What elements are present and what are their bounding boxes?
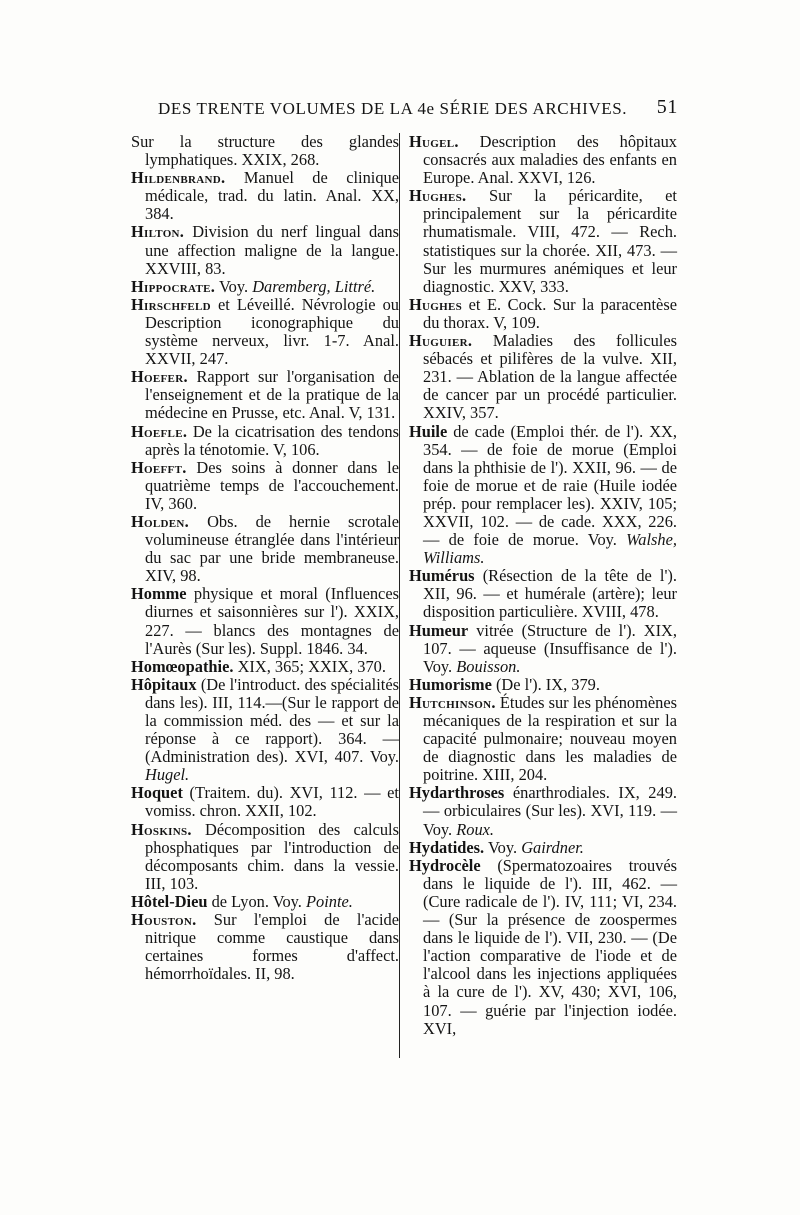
entry-text: Sur la structure des glandes lymphatiques. XXIX, 268.	[131, 132, 399, 170]
index-entry	[409, 694, 677, 784]
entry-text: (Traitem. du). XVI, 112. — et vomiss. chron. XXII, 102.	[145, 783, 399, 821]
index-entry	[409, 784, 677, 838]
running-head	[158, 96, 678, 125]
entry-headword: Hugel.	[409, 132, 459, 151]
entry-text: et E. Cock. Sur la paracentèse du thorax. V, 109.	[423, 294, 677, 332]
index-entry	[131, 821, 399, 893]
entry-text: de Lyon. Voy.	[211, 891, 306, 911]
page-number: 51	[656, 96, 678, 118]
entry-crossref: Pointe.	[306, 891, 353, 911]
index-entry	[131, 423, 399, 459]
entry-crossref: Bouisson.	[456, 656, 521, 676]
entry-text: Rapport sur l'organisation de l'enseignement et de la pratique de la médecine en Prusse, etc. Anal. V, 131.	[145, 367, 399, 423]
entry-text: (De l'). IX, 379.	[495, 674, 600, 694]
entry-headword: Hutchinson.	[409, 692, 496, 712]
entry-headword: Humorisme	[409, 674, 492, 694]
entry-crossref: Walshe, Williams.	[423, 530, 677, 568]
entry-headword: Hippocrate.	[131, 276, 216, 296]
entry-headword: Hirschfeld	[131, 294, 211, 314]
entry-headword: Hughes.	[409, 186, 467, 206]
index-entry	[131, 893, 399, 911]
entry-headword: Huile	[409, 421, 448, 441]
entry-headword: Hoskins.	[131, 819, 192, 839]
entry-text: Décomposition des calculs phosphatiques par l'introduction de décomposants chim. dans la vessie. III, 103.	[145, 819, 399, 893]
entry-headword: Hoefer.	[131, 367, 188, 387]
index-entry	[131, 784, 399, 820]
index-entry	[409, 622, 677, 676]
entry-text: Voy.	[487, 837, 522, 857]
entry-headword: Houston.	[131, 910, 197, 930]
entry-text: De la cicatrisation des tendons après la ténotomie. V, 106.	[145, 421, 399, 459]
index-entry	[409, 839, 677, 857]
entry-headword: Hoquet	[131, 783, 183, 803]
index-entry	[409, 187, 677, 296]
entry-crossref: Daremberg, Littré.	[252, 276, 376, 296]
index-column-right	[409, 133, 677, 1038]
index-entry	[409, 567, 677, 621]
entry-headword: Hôpitaux	[131, 674, 197, 694]
index-entry	[409, 332, 677, 422]
entry-headword: Hilton.	[131, 222, 185, 242]
entry-headword: Hydrocèle	[409, 855, 481, 875]
entry-crossref: Hugel.	[145, 765, 190, 785]
index-entry	[131, 133, 399, 169]
index-entry	[131, 513, 399, 585]
entry-text: (Résection de la tête de l'). XII, 96. — et humérale (artère); leur disposition particulière. XVIII, 478.	[423, 566, 677, 622]
index-entry	[131, 459, 399, 513]
index-entry	[131, 676, 399, 785]
entry-crossref: Gairdner.	[521, 837, 584, 857]
entry-headword: Huguier.	[409, 331, 473, 351]
entry-text: et Léveillé. Névrologie ou Description iconographique du système nerveux, livr. 1-7. Anal. XXVII, 247.	[145, 294, 399, 369]
index-entry	[409, 857, 677, 1038]
entry-text: Obs. de hernie scrotale volumineuse étranglée dans l'intérieur du sac par une bride membraneuse. XIV, 98.	[145, 511, 399, 586]
entry-text: Études sur les phénomènes mécaniques de la respiration et sur la capacité pulmonaire; nouveau moyen de diagnostic dans les maladies de poitrine. XIII, 204.	[423, 692, 677, 785]
entry-headword: Hoefle.	[131, 421, 188, 441]
index-entry	[409, 676, 677, 694]
entry-text: XIX, 365; XXIX, 370.	[237, 656, 386, 676]
index-entry	[409, 423, 677, 568]
entry-text: physique et moral (Influences diurnes et saisonnières sur l'). XXIX, 227. — blancs des montagnes de l'Aurès (Sur les). Suppl. 1846. 34.	[145, 584, 399, 658]
index-entry	[131, 169, 399, 223]
entry-headword: Hildenbrand.	[131, 168, 226, 188]
index-entry	[131, 368, 399, 422]
entry-headword: Hughes	[409, 294, 463, 314]
index-column-left	[131, 133, 399, 983]
entry-crossref: Roux.	[456, 819, 495, 839]
index-entry	[409, 133, 677, 187]
entry-headword: Humérus	[409, 566, 475, 586]
entry-text: Voy.	[218, 276, 253, 296]
entry-text: (Spermatozoaires trouvés dans le liquide de l'). III, 462. — (Cure radicale de l'). IV, 111; VI, 234. — (Sur la présence de zoospermes dans le liquide de l'). VII, 230. — (De l'action comparative de l'iode et de l'alcool dans les injections appliquées à la cure de l'). XV, 430; XVI, 106, 107. — guérie par l'injection iodée. XVI,	[423, 855, 677, 1038]
entry-headword: Homme	[131, 584, 187, 604]
entry-text: Description des hôpitaux consacrés aux maladies des enfants en Europe. Anal. XXVI, 126.	[423, 132, 677, 188]
entry-text: Division du nerf lingual dans une affection maligne de la langue. XXVIII, 83.	[145, 222, 399, 278]
index-entry	[131, 278, 399, 296]
index-entry	[131, 223, 399, 277]
entry-headword: Hôtel-Dieu	[131, 891, 208, 911]
entry-headword: Homœopathie.	[131, 656, 234, 676]
entry-text: Sur l'emploi de l'acide nitrique comme caustique dans certaines formes d'affect. hémorrhoïdales. II, 98.	[145, 910, 399, 984]
entry-text: vitrée (Structure de l'). XIX, 107. — aqueuse (Insuffisance de l'). Voy.	[423, 620, 677, 676]
index-entry	[131, 658, 399, 676]
entry-headword: Hoefft.	[131, 457, 187, 477]
entry-text: Des soins à donner dans le quatrième temps de l'accouchement. IV, 360.	[145, 457, 400, 513]
index-entry	[409, 296, 677, 332]
entry-text: Maladies des follicules sébacés et pilifères de la vulve. XII, 231. — Ablation de la langue affectée de cancer par un procédé particulier. XXIV, 357.	[423, 331, 677, 423]
index-entry	[131, 585, 399, 657]
entry-text: Manuel de clinique médicale, trad. du latin. Anal. XX, 384.	[145, 168, 399, 224]
entry-headword: Holden.	[131, 511, 190, 531]
entry-text: de cade (Emploi thér. de l'). XX, 354. — de foie de morue (Emploi dans la phthisie de l'). XXII, 96. — de foie de morue et de raie (Huile iodée prép. pour remplacer les). XXIV, 105; XXVII, 102. — de cade. XXX, 226. — de foie de morue. Voy.	[423, 421, 677, 550]
entry-headword: Humeur	[409, 620, 469, 640]
entry-headword: Hydarthroses	[409, 783, 505, 803]
running-head-title: DES TRENTE VOLUMES DE LA 4e SÉRIE DES ARCHIVES.	[158, 99, 628, 118]
column-divider	[399, 133, 400, 1058]
index-entry	[131, 911, 399, 983]
entry-headword: Hydatides.	[409, 837, 485, 857]
entry-text: Sur la péricardite, et principalement sur la péricardite rhumatismale. VIII, 472. — Rech. statistiques sur la chorée. XII, 473. — Sur les murmures anémiques et leur diagnostic. XXV, 333.	[423, 186, 677, 296]
index-entry	[131, 296, 399, 368]
entry-text: énarthrodiales. IX, 249. — orbiculaires (Sur les). XVI, 119. — Voy.	[423, 783, 677, 839]
entry-text: (De l'introduct. des spécialités dans les). III, 114.—(Sur le rapport de la commission méd. des — et sur la réponse à ce rapport). 364. — (Administration des). XVI, 407. Voy.	[145, 674, 399, 767]
